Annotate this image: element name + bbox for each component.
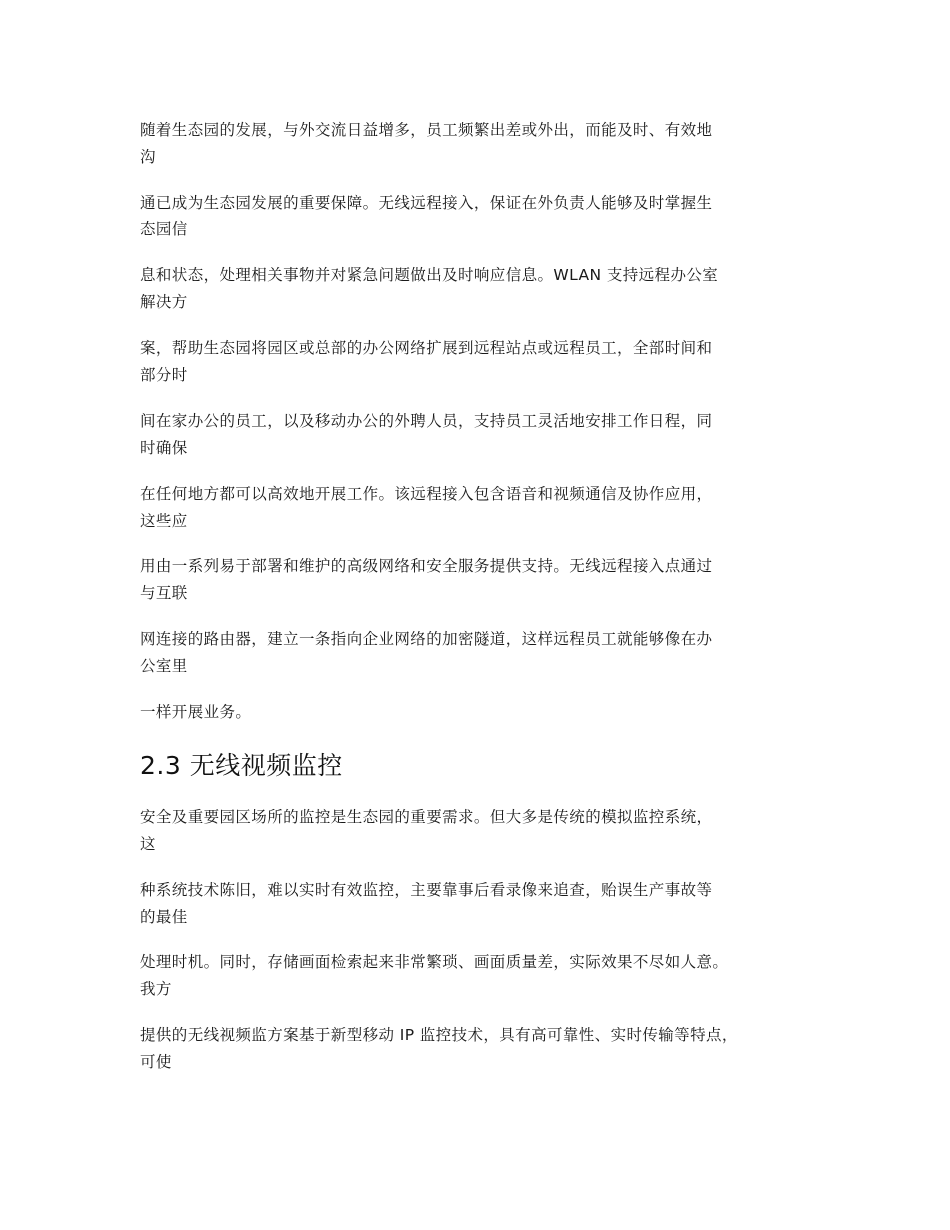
paragraph-line: 我方 [140, 980, 172, 998]
paragraph-line: 安全及重要园区场所的监控是生态园的重要需求。但大多是传统的模拟监控系统， [140, 808, 713, 826]
paragraph-line: 随着生态园的发展，与外交流日益增多，员工频繁出差或外出，而能及时、有效地 [140, 121, 713, 139]
paragraph-line: 用由一系列易于部署和维护的高级网络和安全服务提供支持。无线远程接入点通过 [140, 557, 713, 575]
paragraph-line: 可使 [140, 1053, 172, 1071]
section-heading: 2.3 无线视频监控 [140, 751, 343, 780]
paragraph-line: 部分时 [140, 366, 188, 384]
paragraph-line: 间在家办公的员工，以及移动办公的外聘人员，支持员工灵活地安排工作日程，同 [140, 412, 713, 430]
paragraph-line: 一样开展业务。 [140, 703, 252, 721]
paragraph-line: 这 [140, 835, 156, 853]
paragraph-line: 案，帮助生态园将园区或总部的办公网络扩展到远程站点或远程员工，全部时间和 [140, 339, 713, 357]
paragraph-line: 提供的无线视频监方案基于新型移动 IP 监控技术，具有高可靠性、实时传输等特点， [140, 1026, 738, 1044]
paragraph-line: 时确保 [140, 439, 188, 457]
paragraph-line: 种系统技术陈旧，难以实时有效监控，主要靠事后看录像来追查，贻误生产事故等 [140, 881, 713, 899]
paragraph-line: 解决方 [140, 293, 188, 311]
paragraph-line: 公室里 [140, 657, 188, 675]
paragraph-line: 与互联 [140, 584, 188, 602]
paragraph-line: 在任何地方都可以高效地开展工作。该远程接入包含语音和视频通信及协作应用， [140, 485, 713, 503]
paragraph-line: 这些应 [140, 512, 188, 530]
paragraph-line: 的最佳 [140, 908, 188, 926]
paragraph-line: 处理时机。同时，存储画面检索起来非常繁琐、画面质量差，实际效果不尽如人意。 [140, 953, 729, 971]
paragraph-line: 网连接的路由器，建立一条指向企业网络的加密隧道，这样远程员工就能够像在办 [140, 630, 713, 648]
paragraph-line: 沟 [140, 148, 156, 166]
paragraph-line: 息和状态，处理相关事物并对紧急问题做出及时响应信息。WLAN 支持远程办公室 [140, 266, 719, 284]
paragraph-line: 态园信 [140, 220, 188, 238]
paragraph-line: 通已成为生态园发展的重要保障。无线远程接入，保证在外负责人能够及时掌握生 [140, 194, 713, 212]
